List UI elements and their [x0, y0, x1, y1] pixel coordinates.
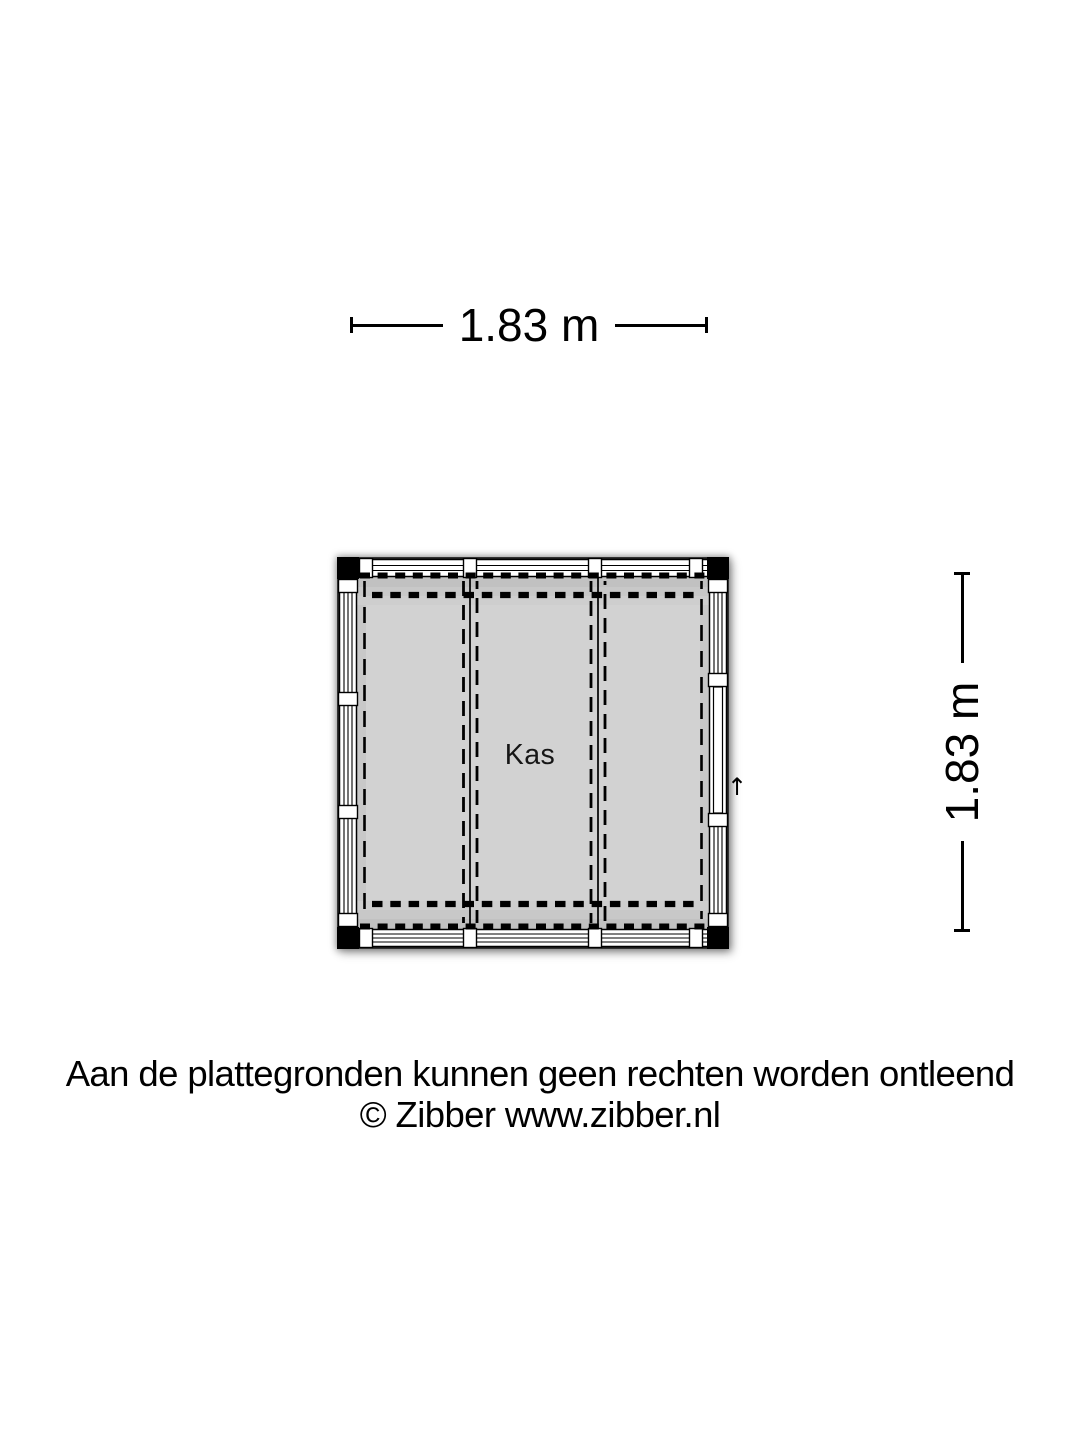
door-direction-arrow-icon: ↑ — [726, 773, 748, 801]
copyright-text: © Zibber www.zibber.nl — [359, 1094, 721, 1135]
dimension-tick-bottom — [954, 929, 970, 932]
disclaimer-text: Aan de plattegronden kunnen geen rechten worden ontleend — [65, 1053, 1015, 1094]
dimension-right-label: 1.83 m — [936, 681, 988, 823]
dimension-top — [350, 301, 708, 349]
dimension-line-left — [353, 324, 443, 327]
dimension-line-bottom — [961, 841, 964, 929]
floorplan-drawing — [337, 557, 751, 949]
dimension-line-right — [615, 324, 705, 327]
dimension-tick-right — [705, 317, 708, 333]
dimension-right-label-wrap — [936, 663, 988, 841]
dimension-top-label: 1.83 m — [458, 299, 600, 351]
door-leaf — [714, 687, 723, 813]
footer — [0, 1053, 1080, 1135]
room-label: Kas — [504, 739, 556, 771]
dimension-line-top — [961, 575, 964, 663]
floorplan — [337, 557, 751, 949]
dimension-right — [936, 572, 988, 932]
